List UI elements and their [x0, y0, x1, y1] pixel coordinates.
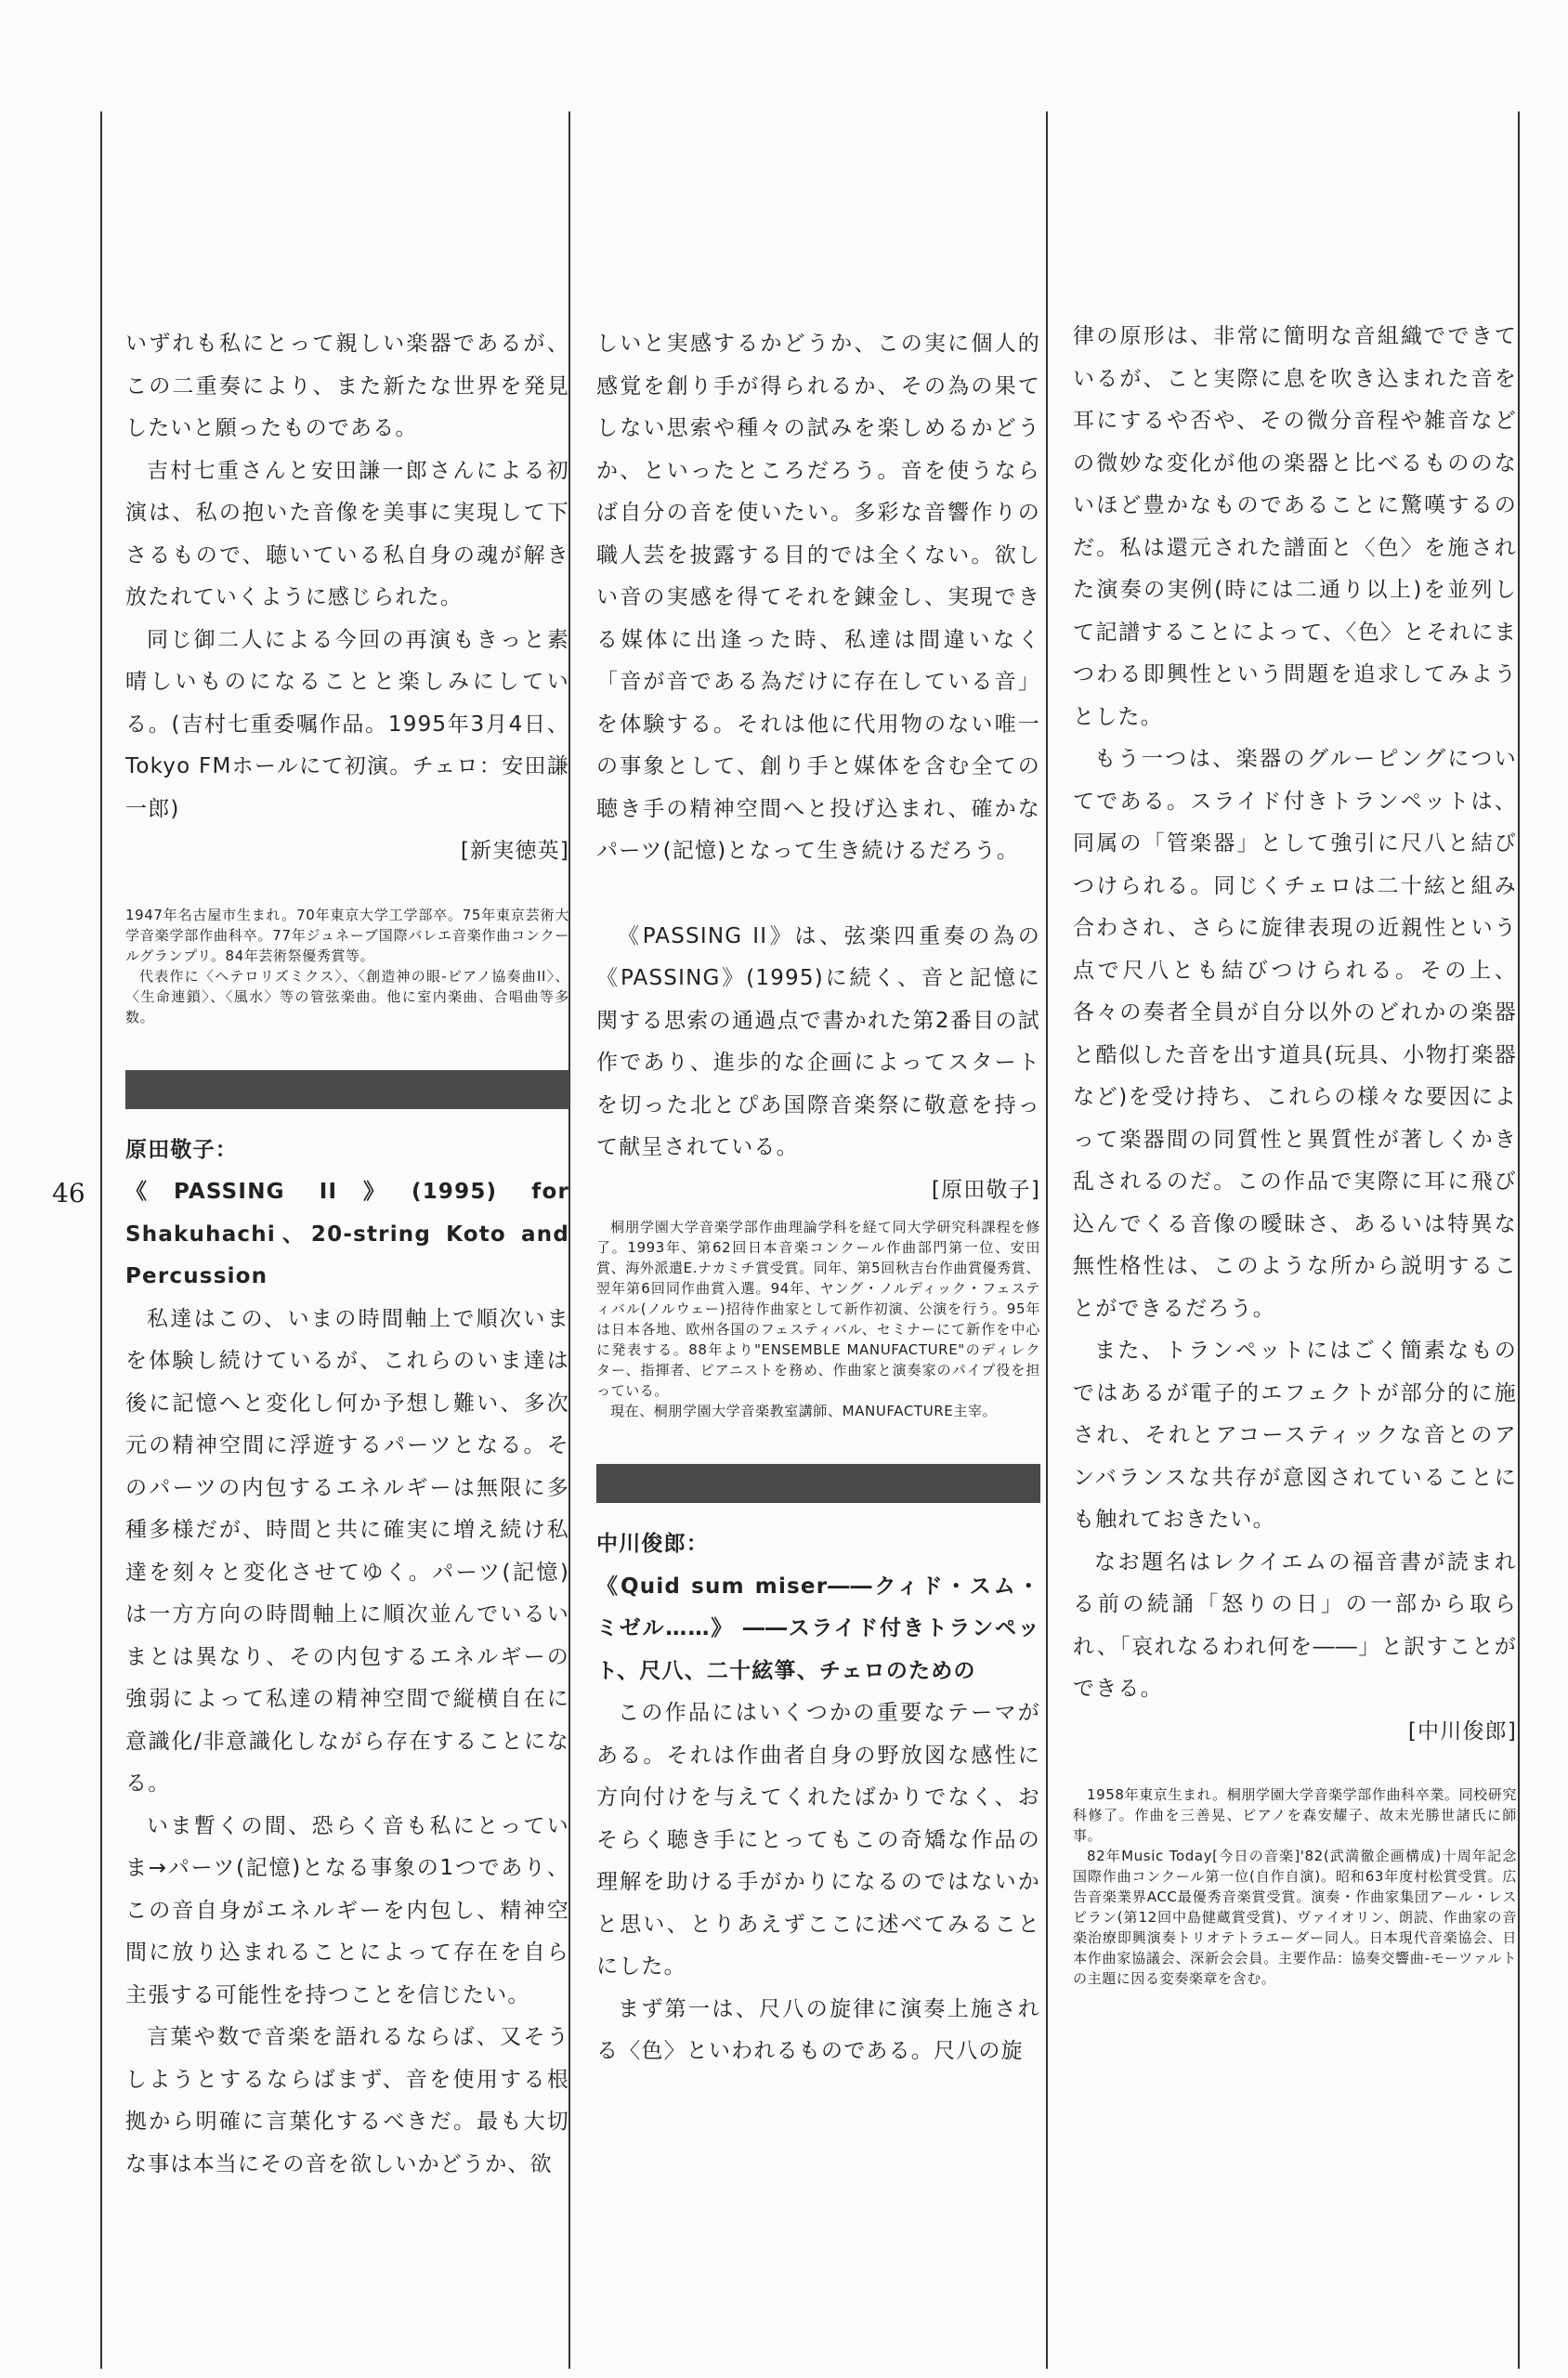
paragraph: 吉村七重さんと安田謙一郎さんによる初演は、私の抱いた音像を美事に実現して下さるもので、聴いている私自身の魂が解き放たれていくように感じられた。 — [125, 458, 569, 609]
work-title: 《Quid sum miser――クィド・スム・ミゼル……》 ――スライド付きトランペット、尺八、二十絃箏、チェロのための — [596, 1574, 1040, 1683]
work-title: 《PASSING II》(1995) for Shakuhachi、20-string Koto and Percussion — [125, 1180, 569, 1288]
author-bio: 桐朋学園大学音楽学部作曲理論学科を経て同大学研究科課程を修了。1993年、第62回日本音楽コンクール作曲部門第一位、安田賞、海外派遣E.ナカミチ賞受賞。同年、第5回秋吉台作曲賞優秀賞、翌年第6回同作曲賞入選。94年、ヤング・ノルディック・フェスティバル(ノルウェー)招待作曲家として新作初演、公演を行う。95年は日本各地、欧州各国のフェスティバル、セミナーにて新作を中心に発表する。88年より"ENSEMBLE MANUFACTURE"のディレクター、指揮者、ピアニストを務め、作曲家と演奏家のパイプ役を担っている。 — [596, 1219, 1040, 1399]
composer-heading: 中川俊郎： — [596, 1532, 709, 1556]
paragraph: いずれも私にとって親しい楽器であるが、この二重奏により、また新たな世界を発見したいと願ったものである。 — [125, 332, 569, 440]
paragraph: まず第一は、尺八の旋律に演奏上施される〈色〉といわれるものである。尺八の旋 — [596, 1996, 1040, 2063]
column-rule — [1518, 111, 1520, 2369]
author-bio: 現在、桐朋学園大学音楽教室講師、MANUFACTURE主宰。 — [610, 1403, 998, 1419]
author-bio: 82年Music Today[今日の音楽]'82(武満徹企画構成)十周年記念国際作曲コンクール第一位(自作自演)。昭和63年度村松賞受賞。広告音楽業界ACC最優秀音楽賞受賞。演奏・作曲家集団アール・レスピラン(第12回中島健蔵賞受賞)、ヴァイオリン、朗読、作曲家の音楽治療即興演奏トリオテトラエーダー同人。日本現代音楽協会、日本作曲家協議会、深新会会員。主要作品：協奏交響曲-モーツァルトの主題に因る変奏楽章を含む。 — [1073, 1848, 1517, 1987]
column-2 — [596, 323, 1040, 2073]
section-divider-band — [596, 1464, 1040, 1503]
paragraph: 同じ御二人による今回の再演もきっと素晴しいものになることと楽しみにしている。(吉村七重委嘱作品。1995年3月4日、Tokyo FMホールにて初演。チェロ：安田謙一郎) — [125, 627, 569, 821]
paragraph: 言葉や数で音楽を語れるならば、又そうしようとするならばまず、音を使用する根拠から明確に言葉化するべきだ。最も大切な事は本当にその音を欲しいかどうか、欲 — [125, 2025, 569, 2176]
composer-heading: 原田敬子： — [125, 1137, 238, 1162]
column-rule — [100, 111, 102, 2369]
paragraph: また、トランペットにはごく簡素なものではあるが電子的エフェクトが部分的に施され、それとアコースティックな音とのアンバランスな共存が意図されていることにも触れておきたい。 — [1073, 1339, 1517, 1532]
author-bio: 1958年東京生まれ。桐朋学園大学音楽学部作曲科卒業。同校研究科修了。作曲を三善晃、ピアノを森安耀子、故末光勝世諸氏に師事。 — [1073, 1786, 1517, 1844]
paragraph: しいと実感するかどうか、この実に個人的感覚を創り手が得られるか、その為の果てしない思索や種々の試みを楽しめるかどうか、といったところだろう。音を使うならば自分の音を使いたい。多彩な音響作りの職人芸を披露する目的では全くない。欲しい音の実感を得てそれを錬金し、実現できる媒体に出逢った時、私達は間違いなく「音が音である為だけに存在している音」を体験する。それは他に代用物のない唯一の事象として、創り手と媒体を含む全ての聴き手の精神空間へと投げ込まれ、確かなパーツ(記憶)となって生き続けるだろう。 — [596, 332, 1040, 863]
column-3 — [1073, 316, 1517, 1989]
paragraph: この作品にはいくつかの重要なテーマがある。それは作曲者自身の野放図な感性に方向付けを与えてくれたばかりでなく、おそらく聴き手にとってもこの奇矯な作品の理解を助ける手がかりになるのではないかと思い、とりあえずここに述べてみることにした。 — [596, 1701, 1040, 1979]
author-signature: [中川俊郎] — [1407, 1718, 1517, 1744]
paragraph: 私達はこの、いまの時間軸上で順次いまを体験し続けているが、これらのいま達は後に記憶へと変化し何か予想し難い、多次元の精神空間に浮遊するパーツとなる。そのパーツの内包するエネルギーは無限に多種多様だが、時間と共に確実に増え続け私達を刻々と変化させてゆく。パーツ(記憶)は一方方向の時間軸上に順次並んでいるいまとは異なり、その内包するエネルギーの強弱によって私達の精神空間で縦横自在に意識化/非意識化しながら存在することになる。 — [125, 1306, 569, 1796]
author-signature: [原田敬子] — [931, 1177, 1040, 1202]
column-rule — [1046, 111, 1048, 2369]
author-signature: [新実徳英] — [460, 839, 569, 863]
author-bio: 代表作に〈ヘテロリズミクス〉、〈創造神の眼-ピアノ協奏曲II〉、〈生命連鎖〉、〈風水〉等の管弦楽曲。他に室内楽曲、合唱曲等多数。 — [125, 967, 569, 1026]
author-bio: 1947年名古屋市生まれ。70年東京大学工学部卒。75年東京芸術大学音楽学部作曲科卒。77年ジュネーブ国際バレエ音楽作曲コンクールグランプリ。84年芸術祭優秀賞等。 — [125, 906, 569, 964]
paragraph: 律の原形は、非常に簡明な音組織でできているが、こと実際に息を吹き込まれた音を耳にするや否や、その微分音程や雑音などの微妙な変化が他の楽器と比べるもののないほど豊かなものであることに驚嘆するのだ。私は還元された譜面と〈色〉を施された演奏の実例(時には二通り以上)を並列して記譜することによって、〈色〉とそれにまつわる即興性という問題を追求してみようとした。 — [1073, 324, 1517, 729]
paragraph: 《PASSING II》は、弦楽四重奏の為の《PASSING》(1995)に続く、音と記憶に関する思索の通過点で書かれた第2番目の試作であり、進歩的な企画によってスタートを切った北とぴあ国際音楽祭に敬意を持って献呈されている。 — [596, 923, 1040, 1159]
section-divider-band — [125, 1070, 569, 1109]
paragraph: もう一つは、楽器のグルーピングについてである。スライド付きトランペットは、同属の「管楽器」として強引に尺八と結びつけられる。同じくチェロは二十絃と組み合わされ、さらに旋律表現の近親性という点で尺八とも結びつけられる。その上、各々の奏者全員が自分以外のどれかの楽器と酷似した音を出す道具(玩具、小物打楽器など)を受け持ち、これらの様々な要因によって楽器間の同質性と異質性が著しくかき乱されるのだ。この作品で実際に耳に飛び込んでくる音像の曖昧さ、あるいは特異な無性格性は、このような所から説明することができるだろう。 — [1073, 747, 1517, 1321]
paragraph: いま暫くの間、恐らく音も私にとっていま→パーツ(記憶)となる事象の1つであり、この音自身がエネルギーを内包し、精神空間に放り込まれることによって存在を自ら主張する可能性を持つことを信じたい。 — [125, 1813, 569, 2007]
paragraph: なお題名はレクイエムの福音書が読まれる前の続誦「怒りの日」の一部から取られ、「哀れなるわれ何を――」と訳すことができる。 — [1073, 1549, 1517, 1701]
page-number: 46 — [52, 1178, 85, 1209]
column-1 — [125, 323, 569, 2186]
